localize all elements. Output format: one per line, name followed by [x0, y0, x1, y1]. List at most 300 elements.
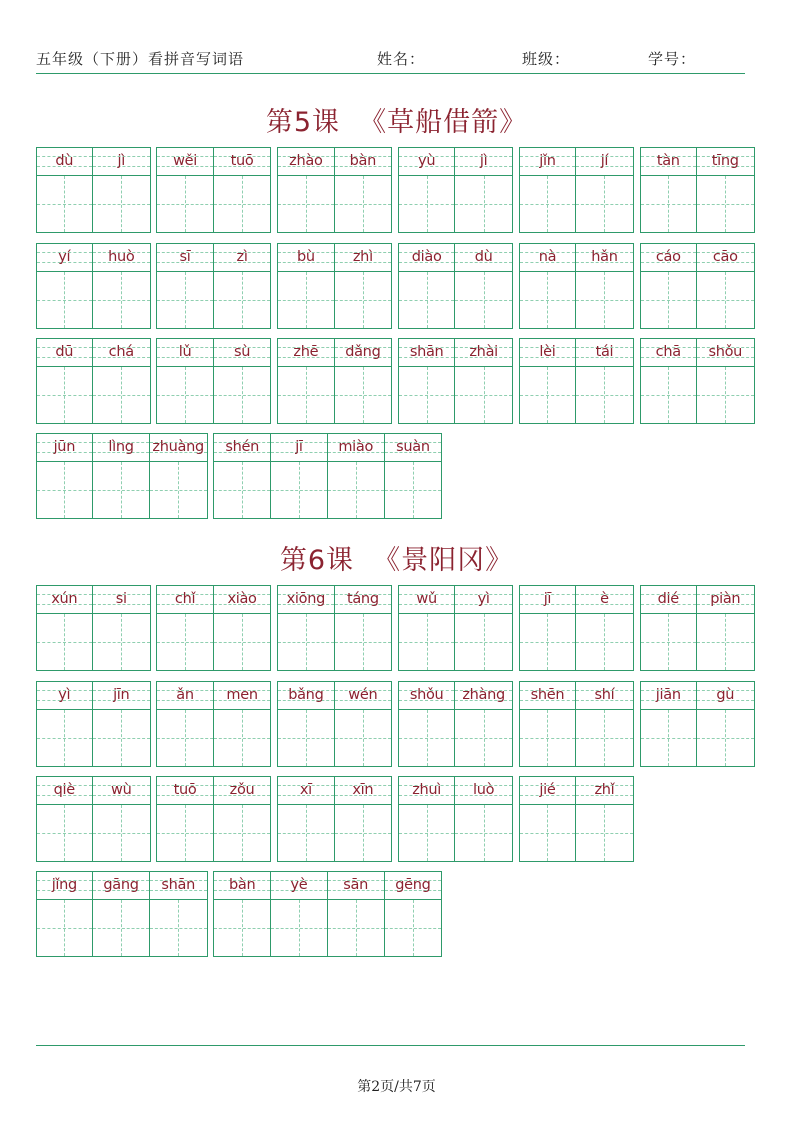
pinyin-row [641, 148, 697, 176]
pinyin-row [278, 339, 334, 367]
character-cell [576, 777, 633, 862]
pinyin-text: bàn [349, 153, 377, 169]
character-cell [37, 244, 94, 329]
character-cell [157, 586, 214, 671]
pinyin-text: wén [348, 687, 378, 703]
character-cell [641, 586, 698, 671]
spacer [340, 107, 359, 138]
pinyin-text: hǎn [591, 249, 618, 265]
pinyin-row [157, 339, 213, 367]
character-cell [150, 872, 207, 957]
character-cell [335, 244, 392, 329]
pinyin-text: jǐng [51, 877, 77, 893]
pinyin-row [278, 586, 334, 614]
pinyin-row [641, 339, 697, 367]
writing-square[interactable] [157, 367, 213, 423]
character-cell [455, 244, 512, 329]
character-cell [93, 872, 150, 957]
pinyin-row [93, 434, 149, 462]
character-cell [576, 244, 633, 329]
writing-square[interactable] [697, 272, 754, 328]
character-cell [335, 777, 392, 862]
writing-square[interactable] [93, 176, 150, 232]
word-box [398, 585, 513, 671]
writing-square[interactable] [157, 272, 213, 328]
pinyin-text: yì [58, 687, 71, 703]
pinyin-row [150, 872, 207, 900]
pinyin-row [335, 148, 392, 176]
writing-square[interactable] [278, 710, 334, 766]
writing-square[interactable] [93, 367, 150, 423]
writing-square[interactable] [37, 367, 93, 423]
character-cell [641, 244, 698, 329]
pinyin-text: jié [539, 782, 556, 798]
writing-square[interactable] [214, 272, 271, 328]
pinyin-row [697, 682, 754, 710]
word-box [277, 338, 392, 424]
word-box [519, 147, 634, 233]
character-cell [576, 148, 633, 233]
character-cell [385, 434, 442, 519]
pinyin-text: zhàng [462, 687, 505, 703]
writing-square[interactable] [455, 176, 512, 232]
writing-square[interactable] [93, 710, 150, 766]
pinyin-row [157, 244, 213, 272]
pinyin-text: tīng [711, 153, 739, 169]
pinyin-row [399, 777, 455, 805]
writing-square[interactable] [641, 176, 697, 232]
pinyin-row [455, 586, 512, 614]
writing-square[interactable] [576, 176, 633, 232]
pinyin-text: yù [418, 153, 436, 169]
pinyin-text: wǔ [416, 591, 437, 607]
pinyin-row [520, 586, 576, 614]
writing-square[interactable] [150, 900, 207, 956]
pinyin-text: ǎn [176, 687, 194, 703]
word-box [519, 338, 634, 424]
character-cell [271, 872, 328, 957]
pinyin-text: shén [225, 439, 259, 455]
writing-square[interactable] [576, 710, 633, 766]
writing-square[interactable] [576, 272, 633, 328]
character-cell [697, 682, 754, 767]
pinyin-row [520, 339, 576, 367]
writing-square[interactable] [520, 710, 576, 766]
character-cell [335, 682, 392, 767]
word-box [213, 871, 442, 957]
lesson-title [0, 538, 793, 577]
writing-square[interactable] [335, 710, 392, 766]
writing-square[interactable] [278, 805, 334, 861]
writing-square[interactable] [93, 614, 150, 670]
pinyin-row [455, 777, 512, 805]
writing-square[interactable] [278, 614, 334, 670]
writing-square[interactable] [520, 272, 576, 328]
pinyin-text: gāng [103, 877, 139, 893]
pinyin-text: jì [479, 153, 488, 169]
pinyin-text: dù [55, 153, 74, 169]
writing-square[interactable] [214, 367, 271, 423]
writing-square[interactable] [278, 367, 334, 423]
pinyin-text: jiān [655, 687, 681, 703]
character-cell [157, 682, 214, 767]
pinyin-text: táng [346, 591, 379, 607]
pinyin-row [93, 339, 150, 367]
word-box [156, 776, 271, 862]
pinyin-row [37, 777, 93, 805]
lesson-title-suffix: 课 [326, 545, 354, 576]
word-box [519, 243, 634, 329]
writing-square[interactable] [520, 805, 576, 861]
pinyin-row [641, 682, 697, 710]
pinyin-text: diào [411, 249, 442, 265]
writing-square[interactable] [37, 805, 93, 861]
pinyin-text: suàn [396, 439, 430, 455]
writing-square[interactable] [455, 805, 512, 861]
writing-square[interactable] [576, 614, 633, 670]
pinyin-text: chā [655, 344, 681, 360]
writing-square[interactable] [335, 272, 392, 328]
pinyin-text: jǐn [539, 153, 556, 169]
character-cell [641, 682, 698, 767]
lesson-title-suffix: 课 [312, 107, 340, 138]
writing-square[interactable] [93, 462, 149, 518]
pinyin-text: shēn [530, 687, 565, 703]
writing-square[interactable] [214, 462, 270, 518]
character-cell [697, 244, 754, 329]
word-box [36, 585, 151, 671]
pinyin-text: sù [233, 344, 251, 360]
pinyin-text: bù [296, 249, 315, 265]
writing-square[interactable] [335, 176, 392, 232]
character-cell [335, 148, 392, 233]
pinyin-row [641, 244, 697, 272]
word-box [156, 585, 271, 671]
writing-square[interactable] [385, 462, 442, 518]
lesson-title [0, 100, 793, 139]
writing-square[interactable] [93, 805, 150, 861]
pinyin-text: gēng [395, 877, 431, 893]
writing-square[interactable] [157, 614, 213, 670]
pinyin-text: tuō [230, 153, 254, 169]
pinyin-text: zhē [293, 344, 319, 360]
pinyin-text: zhài [469, 344, 498, 360]
pinyin-text: shǒu [409, 687, 444, 703]
pinyin-row [385, 434, 442, 462]
pinyin-text: nà [538, 249, 557, 265]
word-box [156, 338, 271, 424]
word-box [640, 681, 755, 767]
lesson-title-prefix: 第 [279, 545, 308, 576]
writing-square[interactable] [150, 462, 207, 518]
pinyin-text: tuō [173, 782, 197, 798]
character-cell [399, 244, 456, 329]
pinyin-row [93, 872, 149, 900]
pinyin-text: luò [473, 782, 495, 798]
writing-square[interactable] [697, 367, 754, 423]
pinyin-text: dié [657, 591, 679, 607]
word-box [640, 147, 755, 233]
character-cell [328, 434, 385, 519]
writing-square[interactable] [399, 176, 455, 232]
character-cell [520, 244, 577, 329]
pinyin-text: gù [716, 687, 735, 703]
pinyin-row [93, 148, 150, 176]
word-box [156, 147, 271, 233]
writing-square[interactable] [576, 367, 633, 423]
writing-square[interactable] [399, 272, 455, 328]
pinyin-row [520, 148, 576, 176]
character-cell [214, 148, 271, 233]
pinyin-row [399, 339, 455, 367]
character-cell [335, 339, 392, 424]
character-cell [520, 586, 577, 671]
student-id-field-label: 学号： [648, 50, 697, 68]
character-cell [520, 777, 577, 862]
pinyin-row [385, 872, 442, 900]
pinyin-row [399, 682, 455, 710]
character-cell [328, 872, 385, 957]
character-cell [278, 339, 335, 424]
character-cell [214, 586, 271, 671]
word-box [156, 243, 271, 329]
pinyin-row [520, 244, 576, 272]
pinyin-text: wěi [173, 153, 197, 169]
writing-square[interactable] [335, 805, 392, 861]
character-cell [520, 339, 577, 424]
writing-square[interactable] [278, 272, 334, 328]
pinyin-row [576, 148, 633, 176]
pinyin-text: lèi [539, 344, 556, 360]
pinyin-row [214, 586, 271, 614]
character-cell [214, 434, 271, 519]
pinyin-row [697, 586, 754, 614]
writing-square[interactable] [37, 900, 93, 956]
character-cell [455, 586, 512, 671]
pinyin-row [576, 586, 633, 614]
writing-square[interactable] [37, 462, 93, 518]
lesson-title-name: 《草船借箭》 [359, 107, 528, 138]
pinyin-text: chǐ [174, 591, 196, 607]
character-cell [697, 148, 754, 233]
writing-square[interactable] [37, 272, 93, 328]
pinyin-row [271, 434, 327, 462]
writing-square[interactable] [271, 900, 327, 956]
writing-square[interactable] [455, 367, 512, 423]
writing-square[interactable] [455, 614, 512, 670]
writing-square[interactable] [214, 900, 270, 956]
character-cell [641, 339, 698, 424]
pinyin-text: miào [338, 439, 374, 455]
pinyin-text: xiào [227, 591, 257, 607]
character-cell [157, 148, 214, 233]
pinyin-row [93, 682, 150, 710]
writing-square[interactable] [520, 614, 576, 670]
pinyin-row [214, 339, 271, 367]
pinyin-row [214, 872, 270, 900]
writing-square[interactable] [157, 805, 213, 861]
character-cell [278, 586, 335, 671]
word-box [36, 681, 151, 767]
name-field-label: 姓名： [377, 50, 426, 68]
writing-square[interactable] [335, 367, 392, 423]
character-cell [455, 682, 512, 767]
character-cell [697, 339, 754, 424]
character-cell [93, 434, 150, 519]
character-cell [399, 148, 456, 233]
pinyin-text: zhuàng [152, 439, 204, 455]
writing-square[interactable] [697, 176, 754, 232]
pinyin-text: shí [594, 687, 615, 703]
writing-square[interactable] [641, 614, 697, 670]
writing-square[interactable] [93, 272, 150, 328]
writing-square[interactable] [641, 272, 697, 328]
character-cell [278, 148, 335, 233]
writing-square[interactable] [399, 367, 455, 423]
pinyin-text: è [600, 591, 609, 607]
pinyin-row [271, 872, 327, 900]
word-box [36, 147, 151, 233]
writing-square[interactable] [37, 176, 93, 232]
character-cell [278, 682, 335, 767]
character-cell [93, 682, 150, 767]
class-field-label: 班级： [522, 50, 571, 68]
character-cell [399, 339, 456, 424]
pinyin-row [278, 244, 334, 272]
word-box [277, 243, 392, 329]
writing-square[interactable] [335, 614, 392, 670]
word-box [640, 585, 755, 671]
writing-square[interactable] [520, 176, 576, 232]
pinyin-text: jì [117, 153, 125, 169]
pinyin-text: zǒu [229, 782, 255, 798]
word-box [519, 585, 634, 671]
pinyin-text: zhào [289, 153, 323, 169]
pinyin-row [399, 148, 455, 176]
word-box [36, 871, 208, 957]
character-cell [37, 148, 94, 233]
word-box [277, 681, 392, 767]
pinyin-text: xún [51, 591, 78, 607]
pinyin-row [157, 586, 213, 614]
character-cell [335, 586, 392, 671]
character-cell [576, 682, 633, 767]
word-box [640, 338, 755, 424]
writing-square[interactable] [520, 367, 576, 423]
writing-square[interactable] [641, 710, 697, 766]
word-box [36, 338, 151, 424]
character-cell [278, 244, 335, 329]
character-cell [93, 148, 150, 233]
writing-square[interactable] [328, 462, 384, 518]
pinyin-row [455, 244, 512, 272]
header-bar [36, 48, 745, 72]
writing-square[interactable] [37, 710, 93, 766]
lesson-title-name: 《景阳冈》 [373, 545, 514, 576]
writing-square[interactable] [399, 805, 455, 861]
writing-square[interactable] [157, 176, 213, 232]
writing-square[interactable] [93, 900, 149, 956]
writing-square[interactable] [455, 272, 512, 328]
writing-square[interactable] [214, 176, 271, 232]
word-box [277, 776, 392, 862]
pinyin-text: yè [290, 877, 308, 893]
pinyin-row [399, 244, 455, 272]
pinyin-text: bǎng [288, 687, 324, 703]
character-cell [214, 339, 271, 424]
writing-square[interactable] [385, 900, 442, 956]
pinyin-row [93, 244, 150, 272]
pinyin-text: xī [299, 782, 312, 798]
character-cell [385, 872, 442, 957]
writing-square[interactable] [641, 367, 697, 423]
pinyin-row [93, 777, 150, 805]
pinyin-row [214, 682, 271, 710]
character-cell [37, 434, 94, 519]
pinyin-row [697, 339, 754, 367]
character-cell [37, 682, 94, 767]
writing-square[interactable] [37, 614, 93, 670]
pinyin-row [214, 777, 271, 805]
word-box [519, 776, 634, 862]
writing-square[interactable] [214, 710, 271, 766]
writing-square[interactable] [157, 710, 213, 766]
writing-square[interactable] [455, 710, 512, 766]
character-cell [214, 777, 271, 862]
pinyin-row [335, 244, 392, 272]
lesson-title-prefix: 第 [265, 107, 294, 138]
character-cell [520, 682, 577, 767]
pinyin-row [335, 682, 392, 710]
character-cell [93, 339, 150, 424]
pinyin-text: chá [108, 344, 134, 360]
lesson-title-num: 5 [293, 107, 312, 138]
writing-square[interactable] [697, 614, 754, 670]
pinyin-row [328, 872, 384, 900]
writing-square[interactable] [278, 176, 334, 232]
writing-square[interactable] [697, 710, 754, 766]
pinyin-row [697, 244, 754, 272]
character-cell [455, 339, 512, 424]
pinyin-text: dù [474, 249, 493, 265]
header-divider [36, 73, 745, 74]
writing-square[interactable] [214, 614, 271, 670]
lesson-title-num: 6 [307, 545, 326, 576]
writing-square[interactable] [399, 614, 455, 670]
word-box [277, 585, 392, 671]
pinyin-row [455, 682, 512, 710]
character-cell [278, 777, 335, 862]
pinyin-row [37, 148, 93, 176]
word-box [36, 776, 151, 862]
writing-square[interactable] [576, 805, 633, 861]
writing-square[interactable] [271, 462, 327, 518]
character-cell [271, 434, 328, 519]
pinyin-text: cāo [712, 249, 738, 265]
pinyin-row [328, 434, 384, 462]
writing-square[interactable] [399, 710, 455, 766]
footer-divider [36, 1045, 745, 1046]
pinyin-text: yí [58, 249, 71, 265]
writing-square[interactable] [214, 805, 271, 861]
pinyin-row [335, 339, 392, 367]
pinyin-text: qiè [53, 782, 75, 798]
pinyin-text: jīn [113, 687, 130, 703]
character-cell [150, 434, 207, 519]
writing-square[interactable] [328, 900, 384, 956]
pinyin-row [335, 777, 392, 805]
pinyin-text: lìng [108, 439, 134, 455]
